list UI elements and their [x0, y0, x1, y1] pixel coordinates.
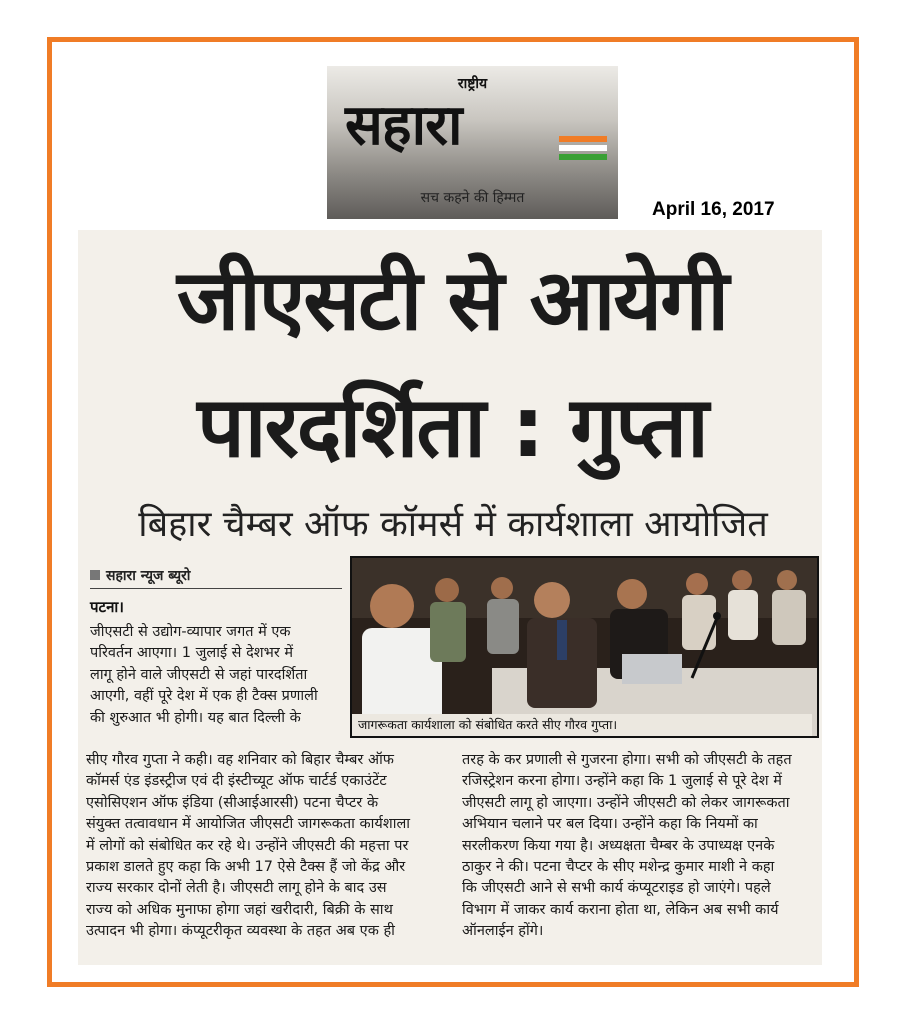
byline-text: सहारा न्यूज ब्यूरो: [106, 568, 191, 584]
logo-tagline: सच कहने की हिम्मत: [420, 190, 525, 206]
article-column-a-bottom: [86, 750, 446, 943]
text-line: कॉमर्स एंड इंडस्ट्रीज एवं दी इंस्टीच्यूट ऑफ चार्टर्ड एकाउंटेंट: [86, 773, 387, 790]
text-line: में लोगों को संबोधित कर रहे थे। उन्होंने जीएसटी की महत्ता पर: [86, 837, 409, 854]
text-line: सरलीकरण किया गया है। अध्यक्षता चैम्बर के उपाध्यक्ष एनके: [462, 837, 775, 854]
text-line: कि जीएसटी आने से सभी कार्य कंप्यूटराइड हो जाएंगे। पहले: [462, 880, 771, 897]
event-photo: [350, 556, 819, 738]
text-line: तरह के कर प्रणाली से गुजरना होगा। सभी को जीएसटी के तहत: [462, 752, 792, 768]
article-column-a-top: [90, 622, 342, 729]
text-line: राज्य को अधिक मुनाफा होगा जहां खरीदारी, बिक्री के साथ: [86, 901, 393, 918]
text-line: राज्य सरकार दोनों लेती है। जीएसटी लागू होने के बाद उस: [86, 880, 387, 897]
text-line: सीए गौरव गुप्ता ने कही। वह शनिवार को बिहार चैम्बर ऑफ: [86, 752, 394, 768]
article-column-b: [462, 750, 814, 943]
dateline: पटना।: [90, 598, 124, 616]
text-line: परिवर्तन आएगा। 1 जुलाई से देशभर में: [90, 645, 294, 662]
photo-caption: जागरूकता कार्यशाला को संबोधित करते सीए गौरव गुप्ता।: [352, 714, 812, 736]
text-line: जीएसटी से उद्योग-व्यापार जगत में एक: [90, 624, 291, 640]
text-line: ठाकुर ने की। पटना चैप्टर के सीए मशेन्द्र कुमार माशी ने कहा: [462, 859, 775, 876]
text-line: आएगी, वहीं पूरे देश में एक ही टैक्स प्रणाली: [90, 688, 318, 705]
newspaper-logo: [327, 66, 618, 219]
headline-line-1: जीएसटी से आयेगी: [176, 251, 728, 349]
text-line: की शुरुआत भी होगी। यह बात दिल्ली के: [90, 709, 301, 726]
byline-divider: [90, 588, 342, 589]
text-line: उत्पादन भी होगा। कंप्यूटरीकृत व्यवस्था के तहत अब एक ही: [86, 923, 395, 940]
text-line: रजिस्ट्रेशन करना होगा। उन्होंने कहा कि 1 जुलाई से पूरे देश में: [462, 773, 782, 790]
publication-date: April 16, 2017: [652, 199, 775, 220]
text-line: ऑनलाईन होंगे।: [462, 923, 544, 940]
tricolor-flag-icon: [559, 136, 607, 160]
text-line: संयुक्त तत्वावधान में आयोजित जीएसटी जागरूकता कार्यशाला: [86, 816, 411, 833]
text-line: प्रकाश डालते हुए कहा कि अभी 17 ऐसे टैक्स हैं जो केंद्र और: [86, 859, 406, 876]
subheadline: बिहार चैम्बर ऑफ कॉमर्स में कार्यशाला आयोजित: [138, 504, 768, 545]
logo-main-text: सहारा: [345, 93, 462, 158]
text-line: अभियान चलाने पर बल दिया। उन्होंने कहा कि नियमों का: [462, 816, 758, 833]
text-line: जीएसटी लागू हो जाएगा। उन्होंने जीएसटी को लेकर जागरूकता: [462, 794, 790, 811]
text-line: विभाग में जाकर कार्य कराना होता था, लेकिन अब सभी कार्य: [462, 901, 779, 918]
headline-line-2: पारदर्शिता : गुप्ता: [197, 378, 707, 476]
logo-top-text: राष्ट्रीय: [457, 76, 488, 92]
event-photo-image: [352, 558, 817, 736]
text-line: लागू होने वाले जीएसटी से जहां पारदर्शिता: [90, 666, 308, 683]
text-line: एसोसिएशन ऑफ इंडिया (सीआईआरसी) पटना चैप्टर के: [86, 794, 379, 811]
byline: [90, 566, 190, 585]
byline-square-icon: [90, 570, 100, 580]
